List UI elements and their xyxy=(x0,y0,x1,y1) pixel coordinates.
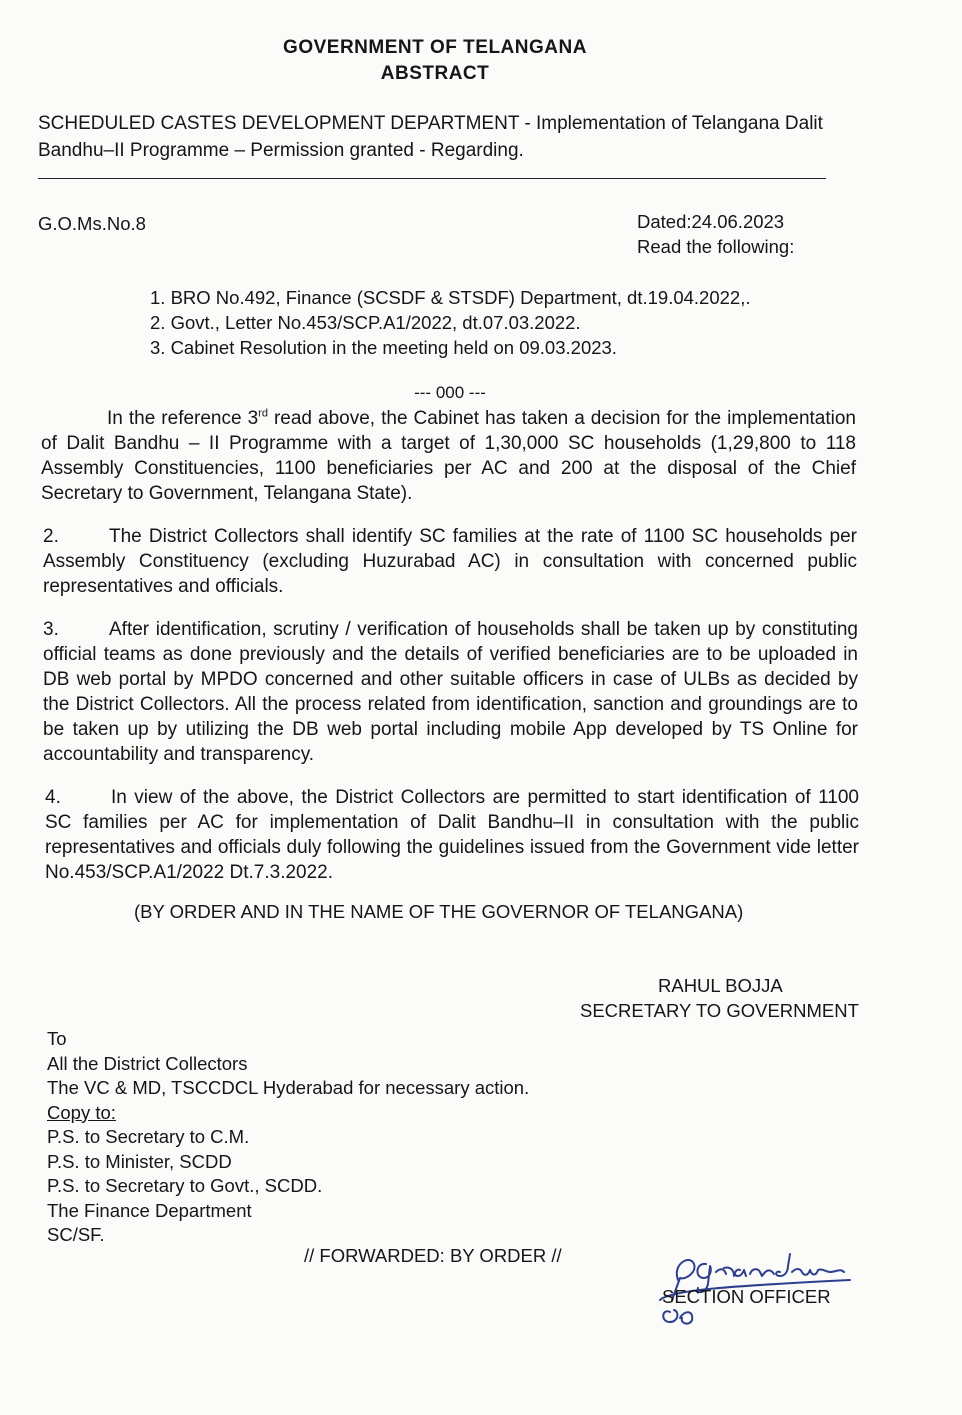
subject-line-2: Bandhu–II Programme – Permission granted - Regarding. xyxy=(38,140,524,161)
paragraph-3 xyxy=(43,617,858,767)
read-following: Read the following: xyxy=(637,236,795,257)
copy-to-label: Copy to: xyxy=(47,1101,116,1123)
to-label: To xyxy=(47,1028,67,1049)
section-officer: SECTION OFFICER xyxy=(662,1286,831,1307)
p3-number: 3. xyxy=(43,619,59,640)
date-block xyxy=(637,209,794,259)
p4-text: In view of the above, the District Collectors are permitted to start identification of 1100 SC families per AC for implementation of Dalit Bandhu–II in consultation with the public representatives and officials duly following the guidelines issued from the Government vide letter No.453/SCP.A1/2022 Dt.7.3.2022. xyxy=(45,787,859,883)
government-heading: GOVERNMENT OF TELANGANA xyxy=(283,37,587,58)
references-list xyxy=(150,285,750,360)
by-order-line: (BY ORDER AND IN THE NAME OF THE GOVERNOR OF TELANGANA) xyxy=(134,901,744,922)
abstract-heading: ABSTRACT xyxy=(380,63,490,84)
copy-recipient: P.S. to Minister, SCDD xyxy=(47,1150,232,1172)
p4-number: 4. xyxy=(45,787,61,808)
copy-recipient: P.S. to Secretary to Govt., SCDD. xyxy=(47,1175,323,1196)
p3-text: After identification, scrutiny / verification of households shall be taken up by constituting official teams as done previously and the details of verified beneficiaries are to be uploaded in DB web portal by MPDO concerned and other suitable officers in case of ULBs as decided by the District Collectors. All the process related from identification, sanction and groundings are to be taken up by utilizing the DB web portal including mobile App developed by TS Online for accountability and transparency. xyxy=(43,619,858,765)
signatory-designation: SECRETARY TO GOVERNMENT xyxy=(580,1000,859,1021)
to-recipient: The VC & MD, TSCCDCL Hyderabad for necessary action. xyxy=(47,1077,530,1098)
signatory-block xyxy=(580,973,860,1023)
paragraph-4 xyxy=(45,785,859,885)
p2-text: The District Collectors shall identify SC families at the rate of 1100 SC households per Assembly Constituency (excluding Huzurabad AC) in consultation with concerned public representatives and officials. xyxy=(43,526,857,597)
copy-recipient: The Finance Department xyxy=(47,1199,252,1221)
to-recipient: All the District Collectors xyxy=(47,1052,248,1074)
reference-item: 1. BRO No.492, Finance (SCSDF & STSDF) Department, dt.19.04.2022,. xyxy=(150,287,751,308)
divider xyxy=(38,178,826,179)
subject-line-1: SCHEDULED CASTES DEVELOPMENT DEPARTMENT - Implementation of Telangana Dalit xyxy=(38,113,823,134)
paragraph-2 xyxy=(43,524,857,599)
paragraph-1 xyxy=(41,406,856,506)
reference-item: 3. Cabinet Resolution in the meeting held on 09.03.2023. xyxy=(150,337,617,358)
distribution-block xyxy=(47,1027,529,1248)
go-number: G.O.Ms.No.8 xyxy=(38,213,146,234)
p2-number: 2. xyxy=(43,526,59,547)
p1-text-post: read above, the Cabinet has taken a decision for the implementation of Dalit Bandhu – II Programme with a target of 1,30,000 SC households (1,29,800 to 118 Assembly Constituencies, 1100 beneficiaries per AC and 200 at the disposal of the Chief Secretary to Government, Telangana State). xyxy=(41,408,856,504)
p1-text-pre: In the reference 3 xyxy=(107,408,259,429)
copy-recipient: SC/SF. xyxy=(47,1224,105,1245)
forwarded-line: // FORWARDED: BY ORDER // xyxy=(304,1245,562,1266)
signatory-name: RAHUL BOJJA xyxy=(658,975,783,996)
reference-item: 2. Govt., Letter No.453/SCP.A1/2022, dt.07.03.2022. xyxy=(150,312,581,333)
p1-superscript: rd xyxy=(258,407,268,420)
copy-recipient: P.S. to Secretary to C.M. xyxy=(47,1126,250,1147)
dated: Dated:24.06.2023 xyxy=(637,211,785,232)
subject xyxy=(38,110,848,164)
separator: --- 000 --- xyxy=(414,383,486,402)
